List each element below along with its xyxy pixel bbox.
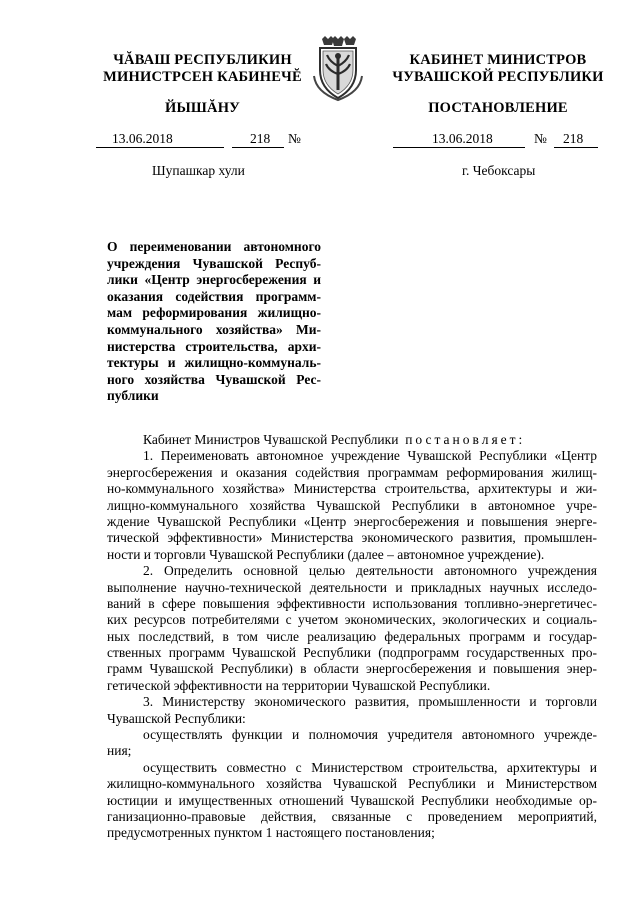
title-line: мам реформирования жилищно- <box>107 305 321 321</box>
title-line: нистерства строительства, архи- <box>107 338 321 354</box>
document-title <box>107 239 321 405</box>
body-line: ния; <box>107 743 132 759</box>
title-line: лики «Центр энергосбережения и <box>107 272 321 288</box>
body-line: тической эффективности» Министерства экономического развития, промышлен- <box>107 530 597 546</box>
title-line: учреждения Чувашской Респуб- <box>107 255 321 271</box>
right-number-sign: № <box>534 131 547 146</box>
title-line: коммунального хозяйства» Ми- <box>107 321 321 337</box>
left-city: Шупашкар хули <box>152 163 245 178</box>
body-line: ждение Чувашской Республики «Центр энергосбережения и повышения энерге- <box>107 513 597 529</box>
body-line: 3. Министерству экономического развития, промышленности и торговли <box>143 694 597 710</box>
left-date: 13.06.2018 <box>112 131 173 146</box>
document-body <box>107 432 597 842</box>
header-left-line2: МИНИСТРСЕН КАБИНЕЧĔ <box>103 69 302 85</box>
body-line: ственных программ Чувашской Республики (подпрограмм государственных про- <box>107 645 597 661</box>
body-line: грамм Чувашской Республики) в области энергосбережения и повышения энер- <box>107 661 597 677</box>
right-number: 218 <box>563 131 584 146</box>
body-lines <box>107 448 597 841</box>
header-left-line1: ЧĂВАШ РЕСПУБЛИКИН <box>113 52 292 68</box>
body-line: юстиции и имущественных отношений Чувашской Республики необходимые ор- <box>107 792 597 808</box>
body-line: энергосбережения и оказания содействия программам реформирования жилищ- <box>107 464 597 480</box>
title-line: О переименовании автономного <box>107 239 321 254</box>
left-number-underline <box>232 147 284 148</box>
header-right-doc-type: ПОСТАНОВЛЕНИЕ <box>428 100 568 116</box>
title-line: публики <box>107 388 159 404</box>
left-number-sign: № <box>288 131 301 146</box>
right-city: г. Чебоксары <box>462 163 536 178</box>
body-line: ных последствий, в том числе реализацию федеральных программ и государ- <box>107 628 597 644</box>
title-line: тектуры и жилищно-коммуналь- <box>107 355 321 371</box>
header-right-line1: КАБИНЕТ МИНИСТРОВ <box>409 52 587 68</box>
title-line: ного хозяйства Чувашской Рес- <box>107 371 321 387</box>
intro-verb: постановляет: <box>405 432 526 447</box>
body-line: ности и торговли Чувашской Республики (далее – автономное учреждение). <box>107 546 545 562</box>
body-line: ваний в сфере повышения эффективности использования топливно-энергетичес- <box>107 595 597 611</box>
right-date-underline <box>393 147 525 148</box>
header-left-doc-type: ЙЫШĂНУ <box>164 100 241 116</box>
body-line: 2. Определить основной целью деятельности автономного учреждения <box>143 563 597 579</box>
right-number-underline <box>554 147 598 148</box>
coat-of-arms-icon <box>308 36 368 102</box>
body-line: гетической эффективности на территории Чувашской Республики. <box>107 677 491 693</box>
body-line: 1. Переименовать автономное учреждение Чувашской Республики «Центр <box>143 448 597 464</box>
right-date: 13.06.2018 <box>432 131 493 146</box>
intro-prefix: Кабинет Министров Чувашской Республики <box>143 432 399 447</box>
title-line: оказания содействия программ- <box>107 288 321 304</box>
left-date-underline <box>96 147 224 148</box>
header-right-line2: ЧУВАШСКОЙ РЕСПУБЛИКИ <box>392 69 604 85</box>
body-line: лищно-коммунального хозяйства Чувашской Республики в автономное учре- <box>107 497 597 513</box>
body-line: но-коммунального хозяйства» Министерства строительства, архитектуры и жи- <box>107 481 597 497</box>
body-line: осуществить совместно с Министерством строительства, архитектуры и <box>143 759 597 775</box>
body-line: осуществлять функции и полномочия учредителя автономного учрежде- <box>143 727 597 743</box>
body-line: жилищно-коммунального хозяйства Чувашской Республики и Министерством <box>107 776 597 792</box>
body-line: предусмотренных пунктом 1 настоящего постановления; <box>107 825 435 841</box>
body-line: выполнение научно-технической деятельности и прикладных научных исследо- <box>107 579 597 595</box>
intro-line <box>107 432 597 448</box>
body-line: ких ресурсов потребителями с учетом экономических, экологических и социаль- <box>107 612 597 628</box>
left-number: 218 <box>250 131 271 146</box>
body-line: ганизационно-правовые действия, связанные с проведением мероприятий, <box>107 808 597 824</box>
body-line: Чувашской Республики: <box>107 710 246 726</box>
